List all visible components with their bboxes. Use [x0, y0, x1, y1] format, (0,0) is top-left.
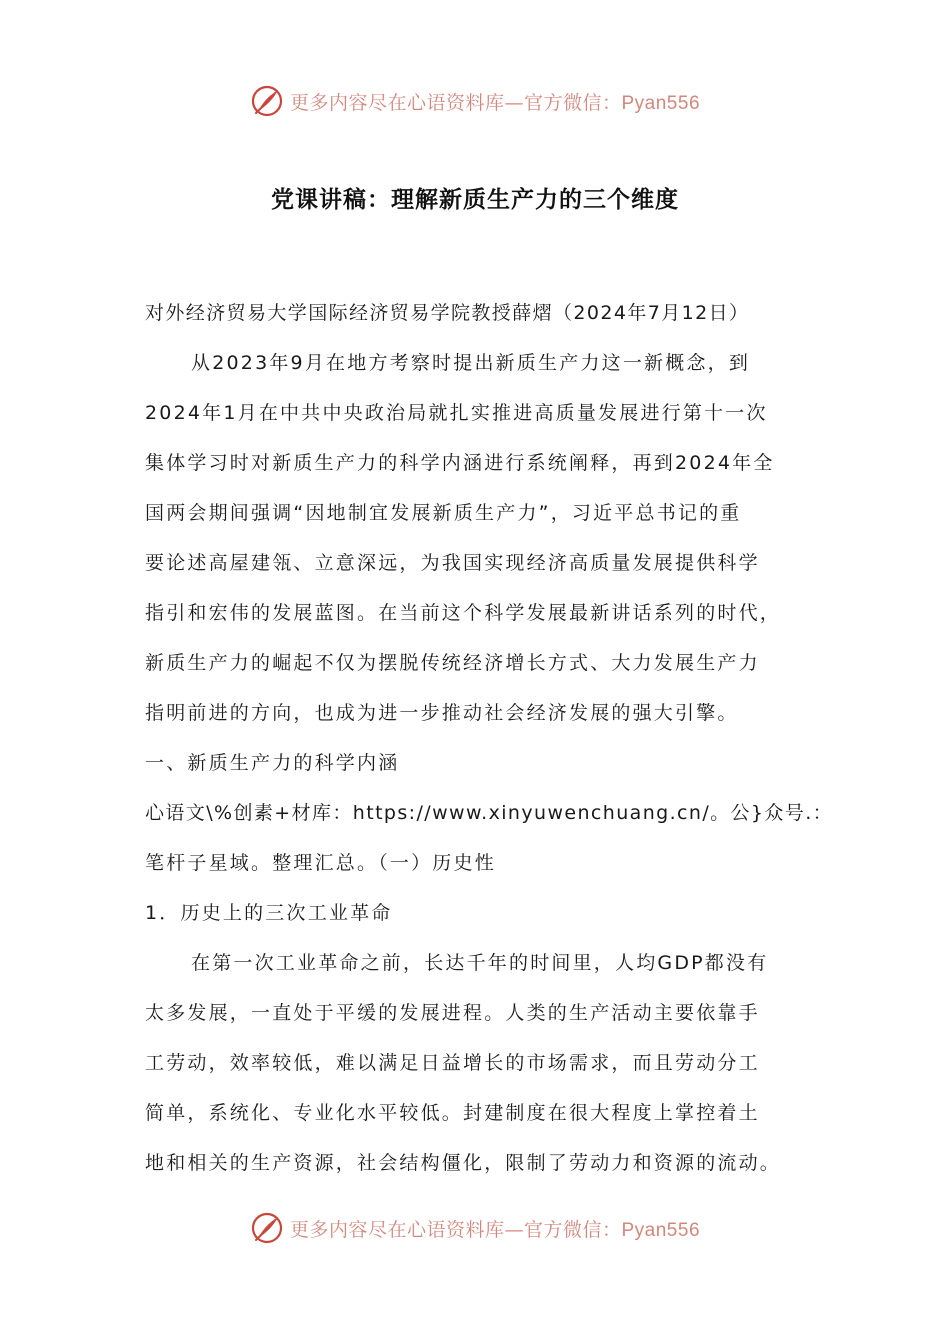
source-line: 心语文\%创素+材库：https://www.xinyuwenchuang.cn/。公}众号.： — [145, 802, 834, 824]
watermark-text — [290, 1215, 700, 1242]
paragraph-line: 2024年1月在中共中央政治局就扎实推进高质量发展进行第十一次 — [145, 402, 768, 424]
paragraph-line: 地和相关的生产资源，社会结构僵化，限制了劳动力和资源的流动。 — [145, 1152, 782, 1174]
watermark-caption: 更多内容尽在心语资料库—官方微信： — [289, 91, 622, 114]
paragraph-line: 简单，系统化、专业化水平较低。封建制度在很大程度上掌控着土 — [145, 1102, 760, 1124]
document-body — [145, 288, 834, 1188]
watermark-text — [290, 88, 700, 115]
header-watermark — [0, 84, 950, 118]
watermark-caption: 更多内容尽在心语资料库—官方微信： — [289, 1218, 622, 1241]
section-heading: 一、新质生产力的科学内涵 — [145, 752, 400, 774]
quill-logo-icon — [250, 84, 284, 118]
numbered-heading: 1．历史上的三次工业革命 — [145, 902, 393, 924]
paragraph-line: 指引和宏伟的发展蓝图。在当前这个科学发展最新讲话系列的时代， — [145, 602, 782, 624]
watermark-wechat-id: Pyan556 — [621, 1219, 701, 1241]
watermark-wechat-id: Pyan556 — [621, 92, 701, 114]
subsection-heading: 笔杆子星域。整理汇总。（一）历史性 — [145, 852, 496, 874]
paragraph-line: 国两会期间强调“因地制宜发展新质生产力”，习近平总书记的重 — [145, 502, 742, 524]
paragraph-line: 集体学习时对新质生产力的科学内涵进行系统阐释，再到2024年全 — [145, 452, 775, 474]
document-title: 党课讲稿：理解新质生产力的三个维度 — [271, 187, 679, 213]
paragraph-line: 从2023年9月在地方考察时提出新质生产力这一新概念，到 — [191, 352, 751, 374]
paragraph-line: 指明前进的方向，也成为进一步推动社会经济发展的强大引擎。 — [145, 702, 739, 724]
paragraph-line: 工劳动，效率较低，难以满足日益增长的市场需求，而且劳动分工 — [145, 1052, 760, 1074]
paragraph-line: 在第一次工业革命之前，长达千年的时间里，人均GDP都没有 — [191, 952, 769, 974]
paragraph-line: 太多发展，一直处于平缓的发展进程。人类的生产活动主要依靠手 — [145, 1002, 760, 1024]
paragraph-line: 新质生产力的崛起不仅为摆脱传统经济增长方式、大力发展生产力 — [145, 652, 760, 674]
quill-logo-icon — [250, 1211, 284, 1245]
author-line: 对外经济贸易大学国际经济贸易学院教授薛熠（2024年7月12日） — [145, 302, 750, 324]
footer-watermark — [0, 1211, 950, 1245]
paragraph-line: 要论述高屋建瓴、立意深远，为我国实现经济高质量发展提供科学 — [145, 552, 760, 574]
